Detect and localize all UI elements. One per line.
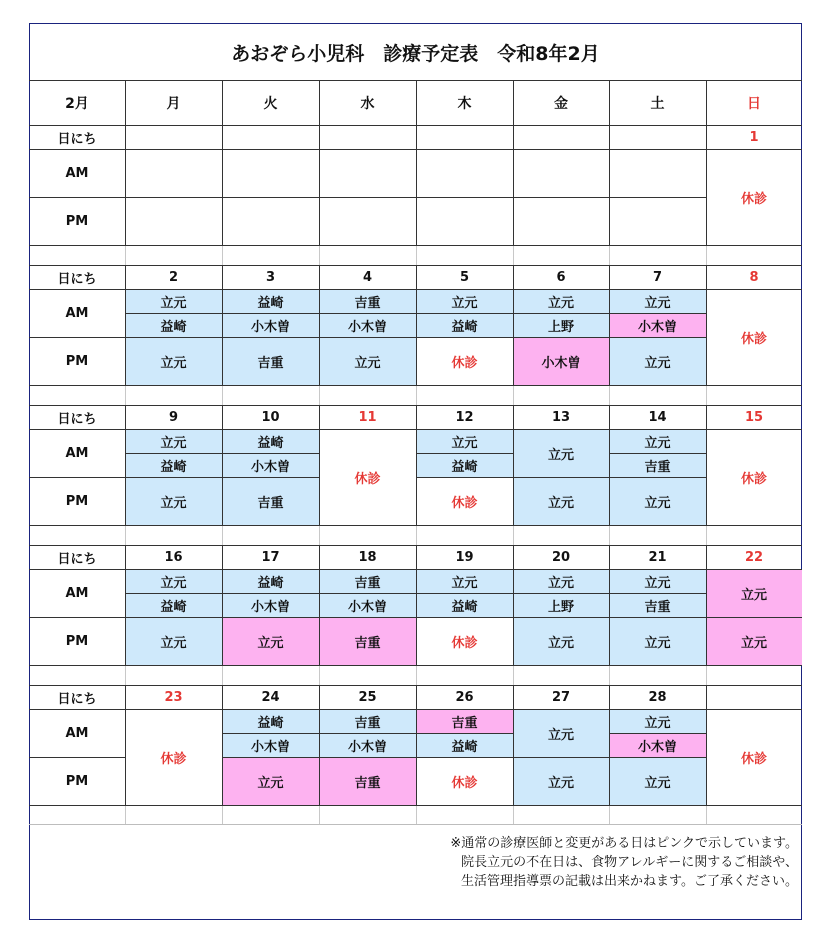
gap-col-line: [609, 806, 610, 824]
header-day: 木: [457, 96, 472, 112]
row-label-am: AM: [65, 585, 89, 601]
date-cell: 4: [362, 269, 373, 285]
split-line: [222, 593, 319, 594]
doctor-cell: 吉重: [609, 593, 706, 617]
footnote: [450, 834, 798, 891]
doctor-cell: 益崎: [125, 313, 222, 337]
date-cell: [319, 125, 416, 149]
gap-col-line: [222, 386, 223, 405]
header-col-line: [125, 81, 126, 125]
row-label-date: 日にち: [57, 131, 97, 147]
row-label-date: 日にち: [57, 551, 97, 567]
gap-col-line: [609, 386, 610, 405]
split-line: [125, 313, 222, 314]
col-line: [319, 265, 320, 385]
col-line: [609, 685, 610, 805]
doctor-cell: 立元: [513, 569, 609, 593]
split-line: [513, 313, 609, 314]
date-cell: 12: [455, 409, 474, 425]
split-line: [319, 733, 416, 734]
page-title: あおぞら小児科 診療予定表 令和8年2月: [231, 42, 600, 65]
date-cell: 27: [551, 689, 571, 705]
col-line: [416, 545, 417, 665]
date-cell: 23: [164, 689, 183, 705]
doctor-cell: 立元: [609, 569, 706, 593]
header-col-line: [319, 81, 320, 125]
date-cell: 6: [556, 269, 566, 285]
split-line: [609, 593, 706, 594]
doctor-cell: 吉重: [319, 757, 416, 805]
gap-line: [29, 824, 802, 825]
closed-label: 休診: [451, 775, 478, 791]
date-cell: 15: [744, 409, 764, 425]
doctor-cell: 小木曽: [319, 313, 416, 337]
doctor-cell: 上野: [513, 313, 609, 337]
doctor-cell: 小木曽: [222, 453, 319, 477]
ampm-divider: [125, 197, 222, 198]
split-line: [513, 593, 609, 594]
doctor-cell: 立元: [609, 429, 706, 453]
date-cell: 9: [168, 409, 179, 425]
date-cell: 18: [358, 549, 377, 565]
ampm-divider: [319, 617, 416, 618]
closed-label: 休診: [354, 471, 381, 487]
row-label-date: 日にち: [57, 271, 97, 287]
col-line: [319, 405, 320, 525]
gap-col-line: [416, 806, 417, 824]
row-label-am: AM: [65, 305, 89, 321]
doctor-cell: 上野: [513, 593, 609, 617]
col-line: [319, 545, 320, 665]
gap-col-line: [513, 386, 514, 405]
date-cell: 3: [265, 269, 276, 285]
ampm-divider: [706, 617, 802, 618]
row-label-pm: PM: [65, 353, 89, 369]
split-line: [222, 733, 319, 734]
doctor-cell: 立元: [222, 617, 319, 665]
doctor-cell: 小木曽: [609, 733, 706, 757]
gap-col-line: [125, 246, 126, 265]
doctor-cell: 益崎: [125, 593, 222, 617]
doctor-cell: 益崎: [222, 289, 319, 313]
gap-col-line: [706, 526, 707, 545]
row-label-pm: PM: [65, 213, 89, 229]
doctor-cell: 益崎: [416, 313, 513, 337]
doctor-cell: 立元: [125, 569, 222, 593]
col-line: [609, 125, 610, 245]
ampm-divider: [29, 337, 125, 338]
col-line: [513, 125, 514, 245]
date-cell: 21: [648, 549, 667, 565]
doctor-cell: 立元: [513, 617, 609, 665]
col-line: [319, 685, 320, 805]
ampm-divider: [609, 477, 706, 478]
ampm-divider: [222, 617, 319, 618]
ampm-divider: [29, 477, 125, 478]
date-cell: [706, 685, 802, 709]
doctor-cell: 吉重: [609, 453, 706, 477]
date-cell: 1: [749, 129, 759, 145]
header-day: 土: [650, 96, 665, 112]
split-line: [609, 453, 706, 454]
gap-col-line: [125, 386, 126, 405]
doctor-cell: 立元: [416, 289, 513, 313]
col-line: [513, 685, 514, 805]
date-cell: 13: [551, 409, 571, 425]
date-cell: 2: [168, 269, 179, 285]
date-cell: [125, 125, 222, 149]
header-day: 金: [554, 96, 568, 112]
doctor-cell: 益崎: [416, 593, 513, 617]
doctor-cell: 立元: [125, 289, 222, 313]
doctor-cell: 益崎: [416, 453, 513, 477]
doctor-cell: 小木曽: [319, 733, 416, 757]
header-day: 月: [166, 96, 181, 112]
split-line: [222, 453, 319, 454]
date-cell: 7: [652, 269, 663, 285]
ampm-divider: [222, 757, 319, 758]
header-day: 水: [360, 96, 375, 112]
gap-col-line: [513, 806, 514, 824]
ampm-divider: [29, 617, 125, 618]
footnote-line-1: ※通常の診療医師と変更がある日はピンクで示しています。: [450, 836, 798, 851]
gap-col-line: [125, 806, 126, 824]
date-cell: 10: [261, 409, 280, 425]
header-col-line: [609, 81, 610, 125]
gap-col-line: [319, 526, 320, 545]
col-line: [706, 265, 707, 385]
doctor-cell: 吉重: [416, 709, 513, 733]
date-cell: 25: [358, 689, 377, 705]
doctor-cell: 吉重: [319, 617, 416, 665]
split-line: [319, 593, 416, 594]
ampm-divider: [319, 757, 416, 758]
doctor-cell: 益崎: [222, 569, 319, 593]
col-line: [416, 125, 417, 245]
doctor-cell: 立元: [125, 429, 222, 453]
ampm-divider: [29, 757, 125, 758]
doctor-cell: 立元: [609, 477, 706, 525]
date-cell: [416, 125, 513, 149]
date-cell: 19: [455, 549, 474, 565]
date-cell: 20: [551, 549, 571, 565]
col-line: [125, 545, 126, 665]
gap-col-line: [125, 526, 126, 545]
row-label-am: AM: [65, 445, 89, 461]
date-cell: 28: [648, 689, 667, 705]
date-cell: 22: [744, 549, 764, 565]
closed-label: 休診: [451, 355, 478, 371]
doctor-cell: 吉重: [319, 709, 416, 733]
doctor-cell: 吉重: [319, 289, 416, 313]
col-line: [222, 125, 223, 245]
col-line: [609, 265, 610, 385]
split-line: [416, 313, 513, 314]
ampm-divider: [319, 197, 416, 198]
ampm-divider: [222, 197, 319, 198]
gap-col-line: [513, 246, 514, 265]
doctor-cell: 立元: [609, 709, 706, 733]
col-line: [416, 405, 417, 525]
date-cell: 5: [459, 269, 470, 285]
ampm-divider: [222, 477, 319, 478]
doctor-cell: 立元: [319, 337, 416, 385]
header-day: 火: [263, 96, 278, 112]
header-col-line: [513, 81, 514, 125]
gap-col-line: [319, 246, 320, 265]
gap-col-line: [416, 246, 417, 265]
ampm-divider: [125, 477, 222, 478]
gap-col-line: [706, 806, 707, 824]
doctor-cell: 吉重: [319, 569, 416, 593]
ampm-divider: [416, 197, 513, 198]
split-line: [416, 733, 513, 734]
col-line: [222, 405, 223, 525]
header-col-line: [416, 81, 417, 125]
date-cell: [222, 125, 319, 149]
row-label-am: AM: [65, 165, 89, 181]
ampm-divider: [513, 757, 609, 758]
doctor-cell: 立元: [513, 757, 609, 805]
doctor-cell: 立元: [416, 569, 513, 593]
doctor-cell: 吉重: [222, 337, 319, 385]
closed-label: 休診: [160, 751, 187, 767]
doctor-cell: 小木曽: [222, 313, 319, 337]
date-cell: [513, 125, 609, 149]
row-label-pm: PM: [65, 493, 89, 509]
col-line: [125, 265, 126, 385]
split-line: [125, 453, 222, 454]
ampm-divider: [609, 337, 706, 338]
gap-col-line: [222, 246, 223, 265]
split-line: [609, 733, 706, 734]
gap-col-line: [319, 386, 320, 405]
row-label-am: AM: [65, 725, 89, 741]
doctor-cell: 立元: [609, 289, 706, 313]
row-label-date: 日にち: [57, 411, 97, 427]
doctor-cell: 立元: [513, 477, 609, 525]
header-month: 2月: [65, 96, 89, 112]
doctor-cell: 小木曽: [222, 733, 319, 757]
row-label-date: 日にち: [57, 691, 97, 707]
doctor-cell: 益崎: [125, 453, 222, 477]
gap-col-line: [706, 666, 707, 685]
gap-col-line: [706, 246, 707, 265]
col-line: [609, 405, 610, 525]
header-col-line: [222, 81, 223, 125]
col-line: [416, 265, 417, 385]
doctor-cell: 立元: [609, 757, 706, 805]
col-line: [609, 545, 610, 665]
ampm-divider: [319, 337, 416, 338]
col-line: [125, 125, 126, 245]
doctor-cell: 立元: [706, 569, 802, 617]
split-line: [222, 313, 319, 314]
footnote-line-2: 院長立元の不在日は、食物アレルギーに関するご相談や、: [461, 855, 798, 870]
doctor-cell: 益崎: [222, 429, 319, 453]
ampm-divider: [513, 197, 609, 198]
closed-label: 休診: [740, 191, 767, 207]
ampm-divider: [609, 197, 706, 198]
ampm-divider: [609, 617, 706, 618]
ampm-divider: [609, 757, 706, 758]
split-line: [416, 593, 513, 594]
closed-label: 休診: [740, 751, 767, 767]
ampm-divider: [29, 197, 125, 198]
ampm-divider: [416, 617, 513, 618]
col-line: [706, 405, 707, 525]
split-line: [125, 593, 222, 594]
col-line: [513, 405, 514, 525]
gap-col-line: [609, 246, 610, 265]
date-cell: 14: [648, 409, 667, 425]
doctor-cell: 立元: [609, 617, 706, 665]
date-cell: 24: [261, 689, 280, 705]
gap-col-line: [609, 666, 610, 685]
col-line: [222, 685, 223, 805]
row-label-pm: PM: [65, 633, 89, 649]
doctor-cell: 立元: [125, 617, 222, 665]
col-line: [222, 265, 223, 385]
doctor-cell: 立元: [513, 429, 609, 477]
ampm-divider: [513, 617, 609, 618]
date-cell: 16: [164, 549, 183, 565]
ampm-divider: [513, 477, 609, 478]
row-label-pm: PM: [65, 773, 89, 789]
gap-col-line: [222, 526, 223, 545]
gap-col-line: [416, 526, 417, 545]
gap-col-line: [416, 666, 417, 685]
col-line: [416, 685, 417, 805]
doctor-cell: 立元: [513, 709, 609, 757]
doctor-cell: 立元: [513, 289, 609, 313]
doctor-cell: 小木曽: [609, 313, 706, 337]
gap-col-line: [609, 526, 610, 545]
date-cell: 11: [358, 409, 377, 425]
ampm-divider: [222, 337, 319, 338]
col-line: [125, 685, 126, 805]
ampm-divider: [416, 337, 513, 338]
col-line: [222, 545, 223, 665]
date-cell: 8: [749, 269, 759, 285]
gap-col-line: [125, 666, 126, 685]
doctor-cell: 小木曽: [513, 337, 609, 385]
closed-label: 休診: [740, 331, 767, 347]
date-cell: 17: [261, 549, 280, 565]
gap-col-line: [513, 526, 514, 545]
header-col-line: [706, 81, 707, 125]
col-line: [706, 545, 707, 665]
closed-label: 休診: [740, 471, 767, 487]
gap-col-line: [319, 806, 320, 824]
split-line: [416, 453, 513, 454]
col-line: [706, 125, 707, 245]
closed-label: 休診: [451, 635, 478, 651]
doctor-cell: 立元: [706, 617, 802, 665]
doctor-cell: 立元: [222, 757, 319, 805]
col-line: [125, 405, 126, 525]
gap-col-line: [513, 666, 514, 685]
ampm-divider: [125, 617, 222, 618]
closed-label: 休診: [451, 495, 478, 511]
doctor-cell: 益崎: [416, 733, 513, 757]
ampm-divider: [513, 337, 609, 338]
gap-col-line: [416, 386, 417, 405]
gap-col-line: [222, 666, 223, 685]
col-line: [513, 545, 514, 665]
ampm-divider: [416, 477, 513, 478]
doctor-cell: 小木曽: [319, 593, 416, 617]
doctor-cell: 小木曽: [222, 593, 319, 617]
date-cell: [609, 125, 706, 149]
split-line: [319, 313, 416, 314]
doctor-cell: 立元: [416, 429, 513, 453]
gap-col-line: [222, 806, 223, 824]
footnote-line-3: 生活管理指導票の記載は出来かねます。ご了承ください。: [461, 874, 798, 889]
doctor-cell: 吉重: [222, 477, 319, 525]
doctor-cell: 立元: [125, 477, 222, 525]
col-line: [706, 685, 707, 805]
gap-col-line: [706, 386, 707, 405]
header-day: 日: [747, 96, 761, 112]
col-line: [513, 265, 514, 385]
split-line: [609, 313, 706, 314]
doctor-cell: 益崎: [222, 709, 319, 733]
col-line: [319, 125, 320, 245]
doctor-cell: 立元: [125, 337, 222, 385]
ampm-divider: [125, 337, 222, 338]
date-cell: 26: [455, 689, 474, 705]
gap-col-line: [319, 666, 320, 685]
ampm-divider: [416, 757, 513, 758]
doctor-cell: 立元: [609, 337, 706, 385]
